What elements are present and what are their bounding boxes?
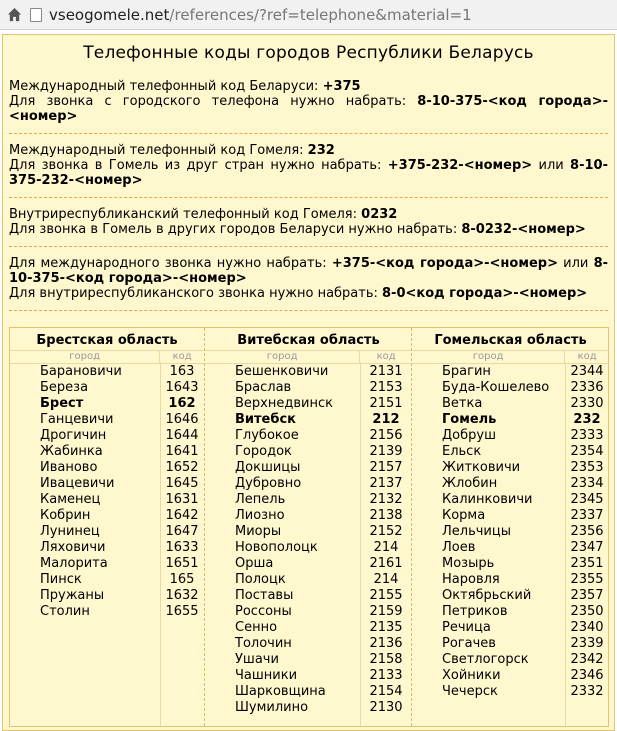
city-code: 2342 bbox=[570, 652, 604, 667]
city-codes-table bbox=[9, 327, 609, 727]
city-name: Ельск bbox=[442, 444, 482, 459]
city-code: 1643 bbox=[165, 380, 199, 395]
table-row bbox=[205, 508, 412, 524]
info-line bbox=[9, 143, 608, 158]
info-value: 8-10-375-<код города>-<номер> bbox=[9, 94, 608, 124]
city-code: 2161 bbox=[369, 556, 403, 571]
table-row bbox=[205, 444, 412, 460]
city-code: 1651 bbox=[165, 556, 199, 571]
info-block-belarus bbox=[3, 79, 614, 124]
table-row bbox=[10, 364, 204, 380]
city-code: 2157 bbox=[369, 460, 403, 475]
city-code: 2334 bbox=[570, 476, 604, 491]
info-text: Внутриреспубликанский телефонный код Гомеля: bbox=[9, 207, 362, 222]
table-row bbox=[10, 428, 204, 444]
table-row bbox=[205, 540, 412, 556]
city-name: Калинковичи bbox=[442, 492, 533, 507]
table-row bbox=[412, 380, 609, 396]
city-name: Жабинка bbox=[40, 444, 103, 459]
city-name: Лунинец bbox=[40, 524, 100, 539]
city-code: 2344 bbox=[570, 364, 604, 379]
table-row bbox=[10, 476, 204, 492]
table-row bbox=[205, 412, 412, 428]
city-name: Новополоцк bbox=[235, 540, 318, 555]
city-name: Ветка bbox=[442, 396, 483, 411]
city-name: Глубокое bbox=[235, 428, 299, 443]
rows bbox=[205, 364, 412, 716]
table-row bbox=[412, 636, 609, 652]
city-name: Мозырь bbox=[442, 556, 495, 571]
city-name: Ганцевичи bbox=[40, 412, 114, 427]
city-name: Ушачи bbox=[235, 652, 279, 667]
city-code: 2350 bbox=[570, 604, 604, 619]
table-row bbox=[205, 476, 412, 492]
info-text: или bbox=[532, 158, 571, 173]
info-line bbox=[9, 79, 608, 94]
city-code: 2355 bbox=[570, 572, 604, 587]
table-row bbox=[205, 668, 412, 684]
page-icon bbox=[30, 8, 42, 22]
table-row bbox=[412, 364, 609, 380]
table-row bbox=[412, 620, 609, 636]
city-name: Жлобин bbox=[442, 476, 498, 491]
table-row bbox=[412, 540, 609, 556]
city-name: Житковичи bbox=[442, 460, 521, 475]
city-code: 2132 bbox=[369, 492, 403, 507]
table-row bbox=[205, 556, 412, 572]
city-name: Дрогичин bbox=[40, 428, 107, 443]
city-name: Наровля bbox=[442, 572, 500, 587]
city-code: 2156 bbox=[369, 428, 403, 443]
city-name: Буда-Кошелево bbox=[442, 380, 550, 395]
table-row bbox=[412, 572, 609, 588]
city-code: 1641 bbox=[165, 444, 199, 459]
table-row bbox=[10, 524, 204, 540]
table-row bbox=[10, 412, 204, 428]
rows bbox=[412, 364, 609, 700]
city-name: Октябрьский bbox=[442, 588, 532, 603]
city-name: Докшицы bbox=[235, 460, 301, 475]
city-code: 2339 bbox=[570, 636, 604, 651]
page-title: Телефонные коды городов Республики Беларусь bbox=[83, 43, 534, 63]
city-name: Лоев bbox=[442, 540, 476, 555]
city-code: 2346 bbox=[570, 668, 604, 683]
table-row bbox=[412, 684, 609, 700]
city-name: Миоры bbox=[235, 524, 282, 539]
page-content bbox=[2, 34, 615, 731]
city-code: 2333 bbox=[570, 428, 604, 443]
header-city: город bbox=[472, 351, 504, 362]
city-name: Лиозно bbox=[235, 508, 285, 523]
info-value: 0232 bbox=[361, 207, 398, 222]
url-host: vseogomele.net bbox=[49, 5, 170, 24]
city-code: 2138 bbox=[369, 508, 403, 523]
column-header bbox=[412, 350, 609, 364]
table-row bbox=[205, 524, 412, 540]
table-row bbox=[412, 412, 609, 428]
city-code: 2133 bbox=[369, 668, 403, 683]
city-name: Орша bbox=[235, 556, 274, 571]
city-code: 2357 bbox=[570, 588, 604, 603]
table-row bbox=[205, 604, 412, 620]
table-row bbox=[10, 604, 204, 620]
table-row bbox=[10, 460, 204, 476]
table-row bbox=[412, 508, 609, 524]
info-text: или bbox=[557, 256, 594, 271]
table-row bbox=[205, 492, 412, 508]
city-code: 165 bbox=[169, 572, 195, 587]
city-name: Речица bbox=[442, 620, 491, 635]
info-value: 8-0<код города>-<номер> bbox=[382, 286, 588, 301]
city-name: Лельчицы bbox=[442, 524, 511, 539]
region-column-vitebsk bbox=[204, 328, 412, 726]
city-name: Каменец bbox=[40, 492, 101, 507]
table-row bbox=[205, 364, 412, 380]
city-code: 2139 bbox=[369, 444, 403, 459]
city-name: Пинск bbox=[40, 572, 82, 587]
city-code: 2154 bbox=[369, 684, 403, 699]
city-code: 2153 bbox=[369, 380, 403, 395]
table-row bbox=[412, 476, 609, 492]
browser-toolbar bbox=[0, 0, 617, 30]
city-name: Поставы bbox=[235, 588, 294, 603]
info-value: +375 bbox=[322, 79, 361, 94]
city-code: 2347 bbox=[570, 540, 604, 555]
city-code: 2340 bbox=[570, 620, 604, 635]
table-row bbox=[10, 572, 204, 588]
city-code: 1646 bbox=[165, 412, 199, 427]
table-row bbox=[205, 588, 412, 604]
table-row bbox=[205, 572, 412, 588]
region-column-brest bbox=[10, 328, 204, 726]
rows bbox=[10, 364, 204, 620]
divider bbox=[9, 310, 608, 311]
table-row bbox=[412, 652, 609, 668]
table-row bbox=[10, 380, 204, 396]
city-name: Лепель bbox=[235, 492, 286, 507]
info-line bbox=[9, 94, 608, 124]
city-code: 2337 bbox=[570, 508, 604, 523]
table-row bbox=[10, 556, 204, 572]
table-row bbox=[205, 700, 412, 716]
table-row bbox=[205, 428, 412, 444]
table-row bbox=[205, 652, 412, 668]
city-name: Малорита bbox=[40, 556, 108, 571]
city-code: 214 bbox=[373, 540, 399, 555]
city-name: Брест bbox=[40, 396, 84, 411]
table-row bbox=[412, 668, 609, 684]
city-name: Россоны bbox=[235, 604, 292, 619]
info-line bbox=[9, 158, 608, 188]
info-value: +375-232-<номер> bbox=[387, 158, 533, 173]
info-text: Для внутриреспубликанского звонка нужно набрать: bbox=[9, 286, 383, 301]
info-text: Международный телефонный код Беларуси: bbox=[9, 79, 323, 94]
header-code: код bbox=[159, 351, 204, 363]
city-code: 1647 bbox=[165, 524, 199, 539]
table-row bbox=[10, 508, 204, 524]
city-code: 2155 bbox=[369, 588, 403, 603]
table-row bbox=[412, 444, 609, 460]
city-code: 2151 bbox=[369, 396, 403, 411]
city-code: 1644 bbox=[165, 428, 199, 443]
divider bbox=[9, 133, 608, 134]
info-value: 232 bbox=[307, 143, 335, 158]
table-row bbox=[412, 428, 609, 444]
region-title: Гомельская область bbox=[434, 333, 587, 348]
city-name: Хойники bbox=[442, 668, 501, 683]
city-name: Витебск bbox=[235, 412, 296, 427]
city-name: Кобрин bbox=[40, 508, 91, 523]
city-code: 2332 bbox=[570, 684, 604, 699]
city-code: 1632 bbox=[165, 588, 199, 603]
info-line bbox=[9, 286, 608, 301]
info-block-dialing bbox=[3, 256, 614, 301]
city-code: 2135 bbox=[369, 620, 403, 635]
table-row bbox=[412, 492, 609, 508]
city-code: 2159 bbox=[369, 604, 403, 619]
city-code: 1655 bbox=[165, 604, 199, 619]
city-code: 1645 bbox=[165, 476, 199, 491]
table-row bbox=[412, 460, 609, 476]
city-name: Гомель bbox=[442, 412, 497, 427]
table-row bbox=[205, 684, 412, 700]
table-row bbox=[205, 636, 412, 652]
city-name: Шарковщина bbox=[235, 684, 326, 699]
city-name: Верхнедвинск bbox=[235, 396, 333, 411]
table-row bbox=[205, 620, 412, 636]
city-name: Петриков bbox=[442, 604, 508, 619]
city-name: Добруш bbox=[442, 428, 496, 443]
city-name: Ляховичи bbox=[40, 540, 106, 555]
region-column-gomel bbox=[411, 328, 609, 726]
city-code: 162 bbox=[168, 396, 196, 411]
info-text: Для звонка в Гомель из друг стран нужно набрать: bbox=[9, 158, 388, 173]
city-name: Пружаны bbox=[40, 588, 105, 603]
info-value: 8-10-375-<код города>-<номер> bbox=[9, 256, 609, 286]
city-code: 2330 bbox=[570, 396, 604, 411]
header-code: код bbox=[359, 351, 412, 363]
city-name: Рогачев bbox=[442, 636, 496, 651]
city-name: Бешенковичи bbox=[235, 364, 329, 379]
city-code: 2354 bbox=[570, 444, 604, 459]
city-name: Корма bbox=[442, 508, 486, 523]
info-line bbox=[9, 256, 608, 286]
region-title: Витебская область bbox=[237, 333, 380, 348]
city-name: Браслав bbox=[235, 380, 292, 395]
info-block-domestic bbox=[3, 207, 614, 237]
table-row bbox=[10, 540, 204, 556]
table-row bbox=[412, 524, 609, 540]
city-code: 2131 bbox=[369, 364, 403, 379]
table-row bbox=[205, 460, 412, 476]
table-row bbox=[10, 492, 204, 508]
city-name: Столин bbox=[40, 604, 90, 619]
home-icon[interactable] bbox=[6, 7, 22, 23]
city-code: 1652 bbox=[165, 460, 199, 475]
info-block-gomel bbox=[3, 143, 614, 188]
address-bar[interactable] bbox=[30, 3, 617, 27]
header-city: город bbox=[266, 351, 298, 362]
city-name: Дубровно bbox=[235, 476, 302, 491]
table-row bbox=[412, 556, 609, 572]
region-title: Брестская область bbox=[36, 333, 178, 348]
city-name: Шумилино bbox=[235, 700, 309, 715]
table-row bbox=[10, 396, 204, 412]
info-text: Для международного звонка нужно набрать: bbox=[9, 256, 332, 271]
city-name: Полоцк bbox=[235, 572, 286, 587]
table-row bbox=[412, 588, 609, 604]
city-name: Городок bbox=[235, 444, 292, 459]
city-code: 2158 bbox=[369, 652, 403, 667]
table-row bbox=[205, 380, 412, 396]
city-code: 2137 bbox=[369, 476, 403, 491]
info-text: Международный телефонный код Гомеля: bbox=[9, 143, 308, 158]
city-code: 1633 bbox=[165, 540, 199, 555]
city-name: Барановичи bbox=[40, 364, 122, 379]
city-code: 1631 bbox=[165, 492, 199, 507]
city-code: 2136 bbox=[369, 636, 403, 651]
info-text: Для звонка в Гомель в других городов Беларуси нужно набрать: bbox=[9, 222, 462, 237]
city-code: 2356 bbox=[570, 524, 604, 539]
city-name: Иваново bbox=[40, 460, 98, 475]
city-name: Чечерск bbox=[442, 684, 498, 699]
divider bbox=[9, 197, 608, 198]
table-row bbox=[10, 444, 204, 460]
city-code: 214 bbox=[373, 572, 399, 587]
city-name: Толочин bbox=[235, 636, 292, 651]
city-code: 163 bbox=[169, 364, 195, 379]
city-code: 2152 bbox=[369, 524, 403, 539]
city-code: 2351 bbox=[570, 556, 604, 571]
info-value: 8-10-375-232-<номер> bbox=[9, 158, 608, 188]
table-row bbox=[10, 588, 204, 604]
table-row bbox=[412, 604, 609, 620]
url-path: /references/?ref=telephone&material=1 bbox=[169, 5, 472, 24]
city-name: Сенно bbox=[235, 620, 278, 635]
city-code: 2130 bbox=[369, 700, 403, 715]
divider bbox=[9, 246, 608, 247]
city-code: 232 bbox=[573, 412, 601, 427]
city-code: 2345 bbox=[570, 492, 604, 507]
header-city: город bbox=[69, 351, 100, 362]
table-row bbox=[205, 396, 412, 412]
city-code: 2336 bbox=[570, 380, 604, 395]
info-value: +375-<код города>-<номер> bbox=[331, 256, 558, 271]
city-name: Чашники bbox=[235, 668, 298, 683]
city-name: Светлогорск bbox=[442, 652, 529, 667]
city-code: 1642 bbox=[165, 508, 199, 523]
column-header bbox=[205, 350, 412, 364]
city-name: Ивацевичи bbox=[40, 476, 115, 491]
table-row bbox=[412, 396, 609, 412]
city-code: 212 bbox=[372, 412, 400, 427]
info-text: Для звонка с городского телефона нужно набрать: bbox=[9, 94, 418, 109]
city-name: Брагин bbox=[442, 364, 491, 379]
info-line bbox=[9, 207, 608, 222]
header-code: код bbox=[564, 351, 609, 363]
info-line bbox=[9, 222, 608, 237]
city-name: Береза bbox=[40, 380, 89, 395]
city-code: 2353 bbox=[570, 460, 604, 475]
column-header bbox=[10, 350, 204, 364]
info-value: 8-0232-<номер> bbox=[461, 222, 586, 237]
